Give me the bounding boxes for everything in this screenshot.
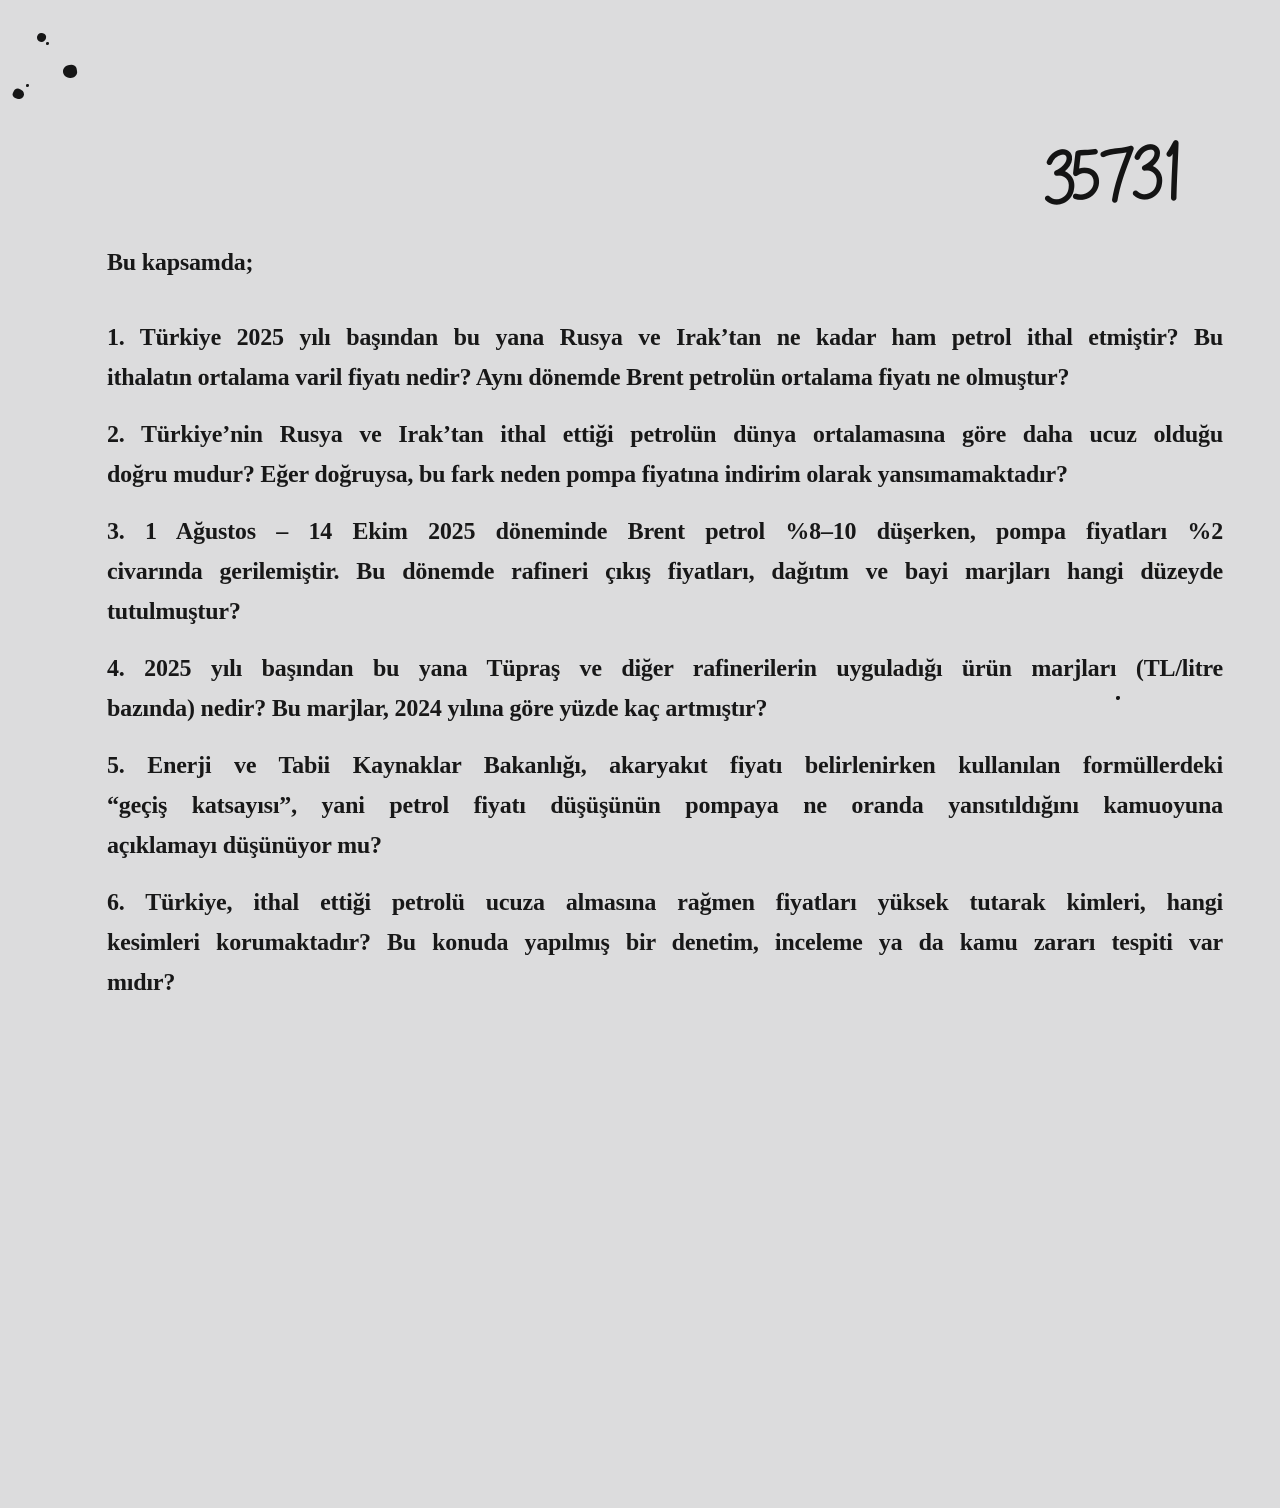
question-line: 1. Türkiye 2025 yılı başından bu yana Rusya ve Irak’tan ne kadar ham petrol ithal etmiştir? Bu: [107, 325, 1223, 351]
question-line: doğru mudur? Eğer doğruysa, bu fark neden pompa fiyatına indirim olarak yansımamaktadır?: [107, 462, 1068, 488]
ink-speck: [26, 84, 29, 87]
question-line: tutulmuştur?: [107, 599, 241, 625]
question-line: ithalatın ortalama varil fiyatı nedir? Aynı dönemde Brent petrolün ortalama fiyatı ne olmuştur?: [107, 365, 1070, 391]
ink-speck: [11, 87, 25, 101]
question-line: 2. Türkiye’nin Rusya ve Irak’tan ithal ettiği petrolün dünya ortalamasına göre daha ucuz olduğu: [107, 422, 1223, 448]
question-line: mıdır?: [107, 970, 176, 996]
question-line: açıklamayı düşünüyor mu?: [107, 833, 382, 859]
question-paragraph-3: [107, 512, 1223, 632]
handwriting-strokes-icon: [1040, 138, 1190, 218]
question-paragraph-1: [107, 318, 1223, 398]
document-body: [107, 243, 1223, 1020]
question-line: 3. 1 Ağustos – 14 Ekim 2025 döneminde Brent petrol %8–10 düşerken, pompa fiyatları %2: [107, 519, 1223, 545]
question-line: 4. 2025 yılı başından bu yana Tüpraş ve diğer rafinerilerin uyguladığı ürün marjları (TL/litre: [107, 656, 1223, 682]
question-line: bazında) nedir? Bu marjlar, 2024 yılına göre yüzde kaç artmıştır?: [107, 696, 768, 722]
question-paragraph-4: [107, 649, 1223, 729]
intro-text: Bu kapsamda;: [107, 250, 254, 276]
ink-speck: [62, 64, 78, 79]
question-line: 6. Türkiye, ithal ettiği petrolü ucuza almasına rağmen fiyatları yüksek tutarak kimleri, hangi: [107, 890, 1223, 916]
question-paragraph-5: [107, 746, 1223, 866]
ink-speck: [36, 32, 47, 43]
question-line: kesimleri korumaktadır? Bu konuda yapılmış bir denetim, inceleme ya da kamu zararı tespiti var: [107, 930, 1223, 956]
question-paragraph-6: [107, 883, 1223, 1003]
ink-speck: [46, 42, 49, 45]
handwritten-page-number: [1040, 138, 1190, 218]
question-line: 5. Enerji ve Tabii Kaynaklar Bakanlığı, akaryakıt fiyatı belirlenirken kullanılan formüllerdeki: [107, 753, 1223, 779]
question-line: “geçiş katsayısı”, yani petrol fiyatı düşüşünün pompaya ne oranda yansıtıldığını kamuoyuna: [107, 793, 1223, 819]
question-line: civarında gerilemiştir. Bu dönemde rafineri çıkış fiyatları, dağıtım ve bayi marjları hangi düzeyde: [107, 559, 1223, 585]
question-paragraph-2: [107, 415, 1223, 495]
